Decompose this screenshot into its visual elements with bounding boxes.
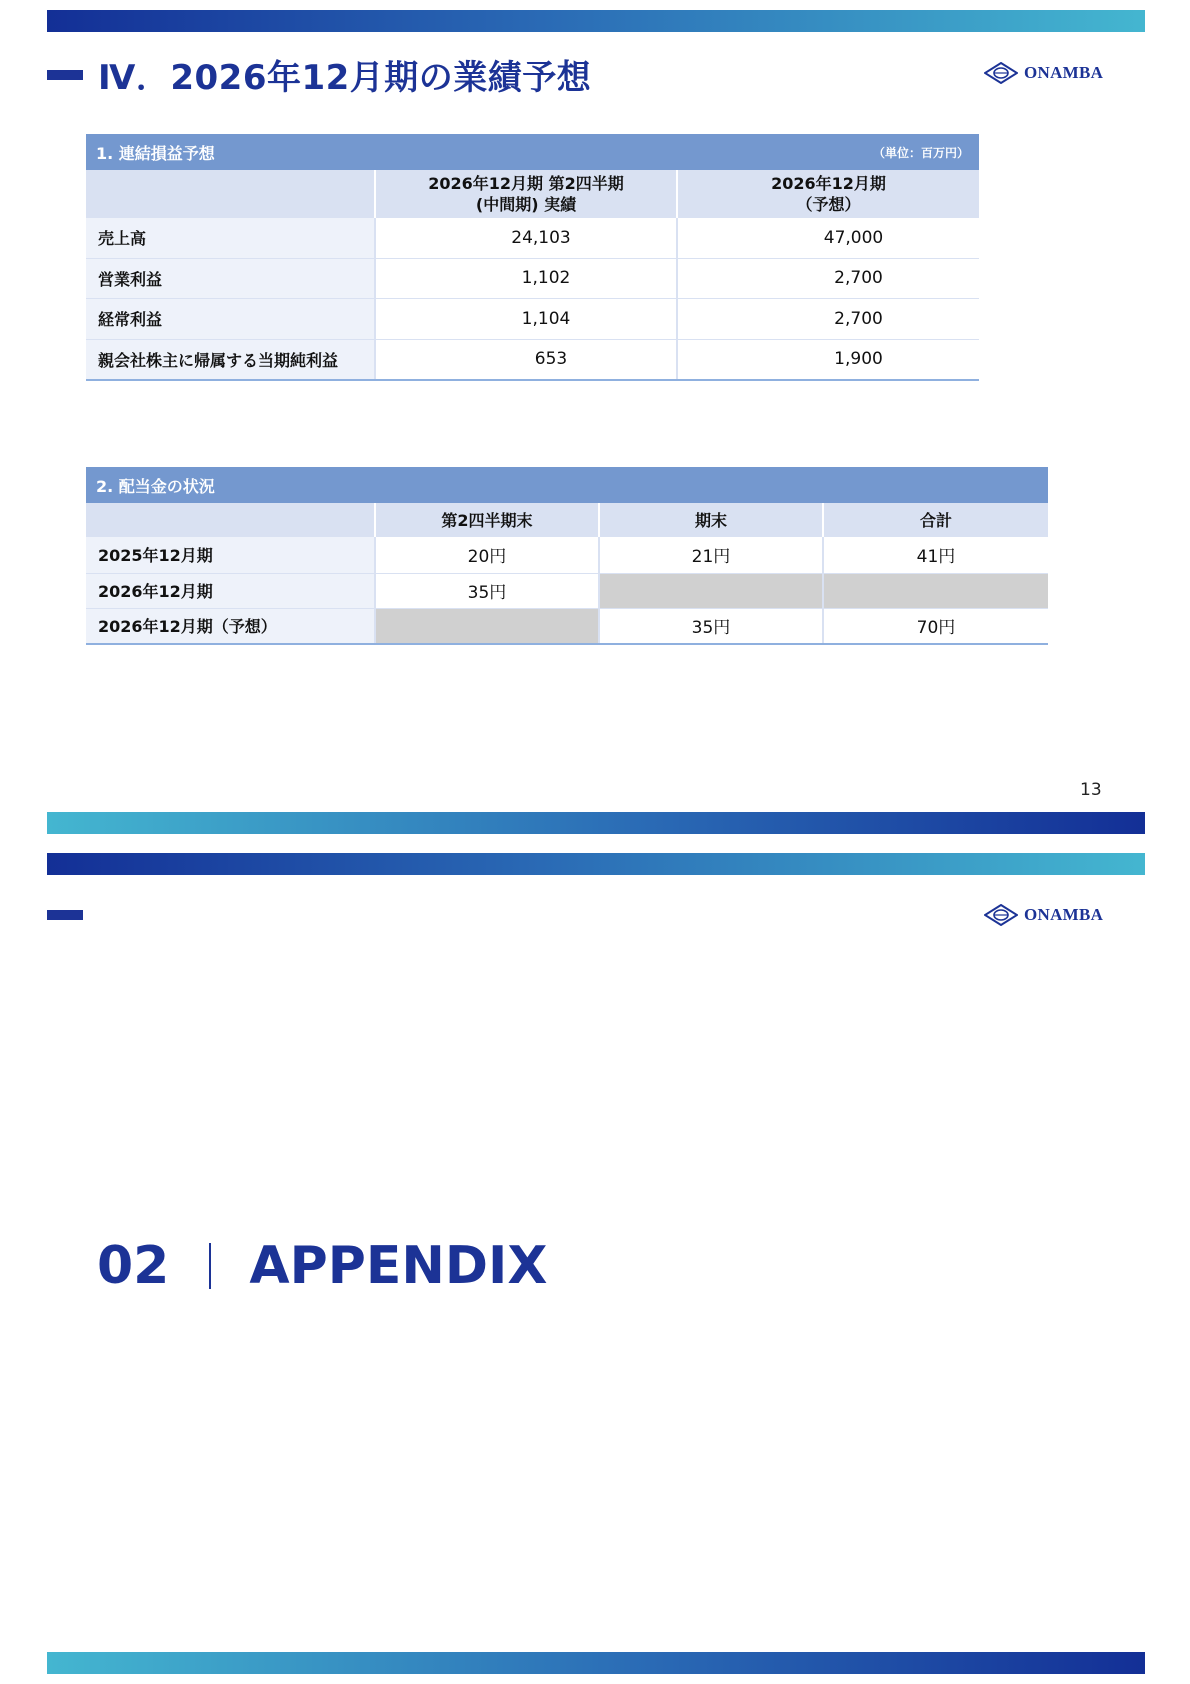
top-gradient-bar — [47, 10, 1145, 32]
company-logo — [984, 902, 1104, 928]
row-label: 売上高 — [86, 218, 375, 258]
table2-title-bar — [86, 467, 1048, 503]
onamba-logo-icon — [984, 62, 1018, 84]
table-row — [86, 218, 979, 258]
row-label: 2026年12月期 — [86, 573, 375, 608]
dividend-table — [86, 503, 1048, 645]
table-row — [86, 573, 1048, 608]
company-logo — [984, 60, 1104, 86]
table1-unit: （単位：百万円） — [872, 145, 969, 160]
page-number: 13 — [1080, 780, 1102, 800]
forecast-value: 47,000 — [677, 218, 979, 258]
header-forecast-line1: 2026年12月期 — [771, 174, 886, 193]
row-label: 2026年12月期（予想） — [86, 608, 375, 644]
table-row — [86, 258, 979, 298]
table1-title-bar — [86, 134, 979, 170]
q2-dividend: 20円 — [375, 537, 599, 573]
row-label: 親会社株主に帰属する当期純利益 — [86, 339, 375, 380]
actual-value: 1,104 — [375, 298, 677, 339]
section-heading — [97, 1236, 548, 1296]
actual-value: 24,103 — [375, 218, 677, 258]
empty-cell — [823, 573, 1048, 608]
header-forecast-line2: （予想） — [796, 195, 861, 214]
header-q2-end: 第2四半期末 — [375, 503, 599, 537]
section-title: APPENDIX — [249, 1236, 548, 1296]
year-end-dividend: 21円 — [599, 537, 823, 573]
slide-title: Ⅳ．2026年12月期の業績予想 — [98, 58, 592, 98]
section-number: 02 — [97, 1236, 170, 1296]
table2-title: 2. 配当金の状況 — [96, 476, 215, 496]
header-year-end: 期末 — [599, 503, 823, 537]
forecast-value: 2,700 — [677, 258, 979, 298]
row-label: 営業利益 — [86, 258, 375, 298]
table-row — [86, 339, 979, 380]
header-actual-line1: 2026年12月期 第2四半期 — [428, 174, 624, 193]
bottom-gradient-bar — [47, 1652, 1145, 1674]
onamba-logo-icon — [984, 904, 1018, 926]
table1-header-forecast — [677, 170, 979, 218]
table-row — [86, 537, 1048, 573]
logo-text: ONAMBA — [1024, 905, 1104, 924]
top-gradient-bar — [47, 853, 1145, 875]
earnings-forecast-table — [86, 170, 979, 381]
forecast-value: 1,900 — [677, 339, 979, 380]
q2-dividend: 35円 — [375, 573, 599, 608]
header-total: 合計 — [823, 503, 1048, 537]
empty-cell — [375, 608, 599, 644]
row-label: 2025年12月期 — [86, 537, 375, 573]
section-divider — [209, 1243, 211, 1289]
year-end-dividend: 35円 — [599, 608, 823, 644]
table1-title: 1. 連結損益予想 — [96, 143, 215, 163]
total-dividend: 70円 — [823, 608, 1048, 644]
bottom-gradient-bar — [47, 812, 1145, 834]
table-row — [86, 608, 1048, 644]
table-row — [86, 298, 979, 339]
total-dividend: 41円 — [823, 537, 1048, 573]
table1-header-blank — [86, 170, 375, 218]
logo-text: ONAMBA — [1024, 63, 1104, 82]
table1-header-actual — [375, 170, 677, 218]
actual-value: 653 — [375, 339, 677, 380]
title-accent-dash — [47, 70, 83, 80]
empty-cell — [599, 573, 823, 608]
row-label: 経常利益 — [86, 298, 375, 339]
header-actual-line2: (中間期) 実績 — [475, 195, 577, 214]
title-accent-dash — [47, 910, 83, 920]
forecast-value: 2,700 — [677, 298, 979, 339]
actual-value: 1,102 — [375, 258, 677, 298]
table2-header-blank — [86, 503, 375, 537]
